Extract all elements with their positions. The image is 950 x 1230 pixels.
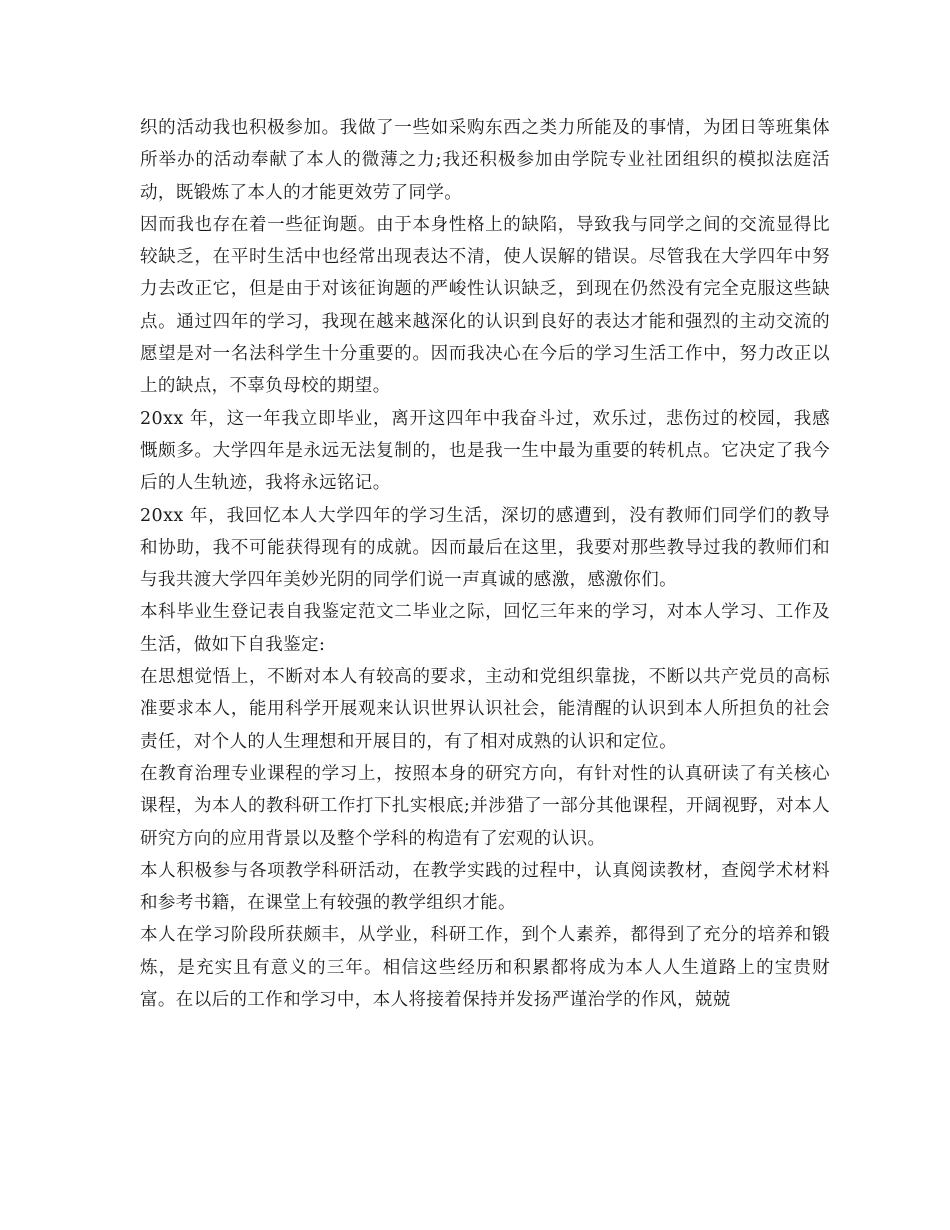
paragraph-ideology: 在思想觉悟上，不断对本人有较高的要求，主动和党组织靠拢，不断以共产党员的高标准要求本人，能用科学开展观来认识世界认识社会，能清醒的认识到本人所担负的社会责任，对个人的人生理想和开展目的，有了相对成熟的认识和定位。 <box>140 667 830 752</box>
document-body <box>140 112 830 1016</box>
paragraph-teaching-research: 本人积极参与各项教学科研活动，在教学实践的过程中，认真阅读教材，查阅学术材料和参考书籍，在课堂上有较强的教学组织才能。 <box>140 860 830 914</box>
paragraph-activities: 织的活动我也积极参加。我做了一些如采购东西之类力所能及的事情，为团日等班集体所举办的活动奉献了本人的微薄之力;我还积极参加由学院专业社团组织的模拟法庭活动，既锻炼了本人的才能更效劳了同学。 <box>140 118 830 203</box>
paragraph-shortcomings: 因而我也存在着一些征询题。由于本身性格上的缺陷，导致我与同学之间的交流显得比较缺乏，在平时生活中也经常出现表达不清，使人误解的错误。尽管我在大学四年中努力去改正它，但是由于对该征询题的严峻性认识缺乏，到现在仍然没有完全克服这些缺点。通过四年的学习，我现在越来越深化的认识到良好的表达才能和强烈的主动交流的愿望是对一名法科学生十分重要的。因而我决心在今后的学习生活工作中，努力改正以上的缺点，不辜负母校的期望。 <box>140 214 830 397</box>
paragraph-graduation-year: 20xx 年，这一年我立即毕业，离开这四年中我奋斗过，欢乐过，悲伤过的校园，我感慨颇多。大学四年是永远无法复制的，也是我一生中最为重要的转机点。它决定了我今后的人生轨迹，我将永远铭记。 <box>140 408 830 494</box>
paragraph-gratitude: 20xx 年，我回忆本人大学四年的学习生活，深切的感遭到，没有教师们同学们的教导和协助，我不可能获得现有的成就。因而最后在这里，我要对那些教导过我的教师们和与我共渡大学四年美妙光阴的同学们说一声真诚的感激，感激你们。 <box>140 505 830 591</box>
paragraph-summary: 本人在学习阶段所获颇丰，从学业，科研工作，到个人素养，都得到了充分的培养和锻炼，是充实且有意义的三年。相信这些经历和积累都将成为本人人生道路上的宝贵财富。在以后的工作和学习中，本人将接着保持并发扬严谨治学的作风，兢兢 <box>140 925 830 1011</box>
paragraph-coursework: 在教育治理专业课程的学习上，按照本身的研究方向，有针对性的认真研读了有关核心课程，为本人的教科研工作打下扎实根底;并涉猎了一部分其他课程，开阔视野，对本人研究方向的应用背景以及整个学科的构造有了宏观的认识。 <box>140 763 830 849</box>
paragraph-sample-two-intro: 本科毕业生登记表自我鉴定范文二毕业之际，回忆三年来的学习，对本人学习、工作及生活，做如下自我鉴定: <box>140 602 830 655</box>
